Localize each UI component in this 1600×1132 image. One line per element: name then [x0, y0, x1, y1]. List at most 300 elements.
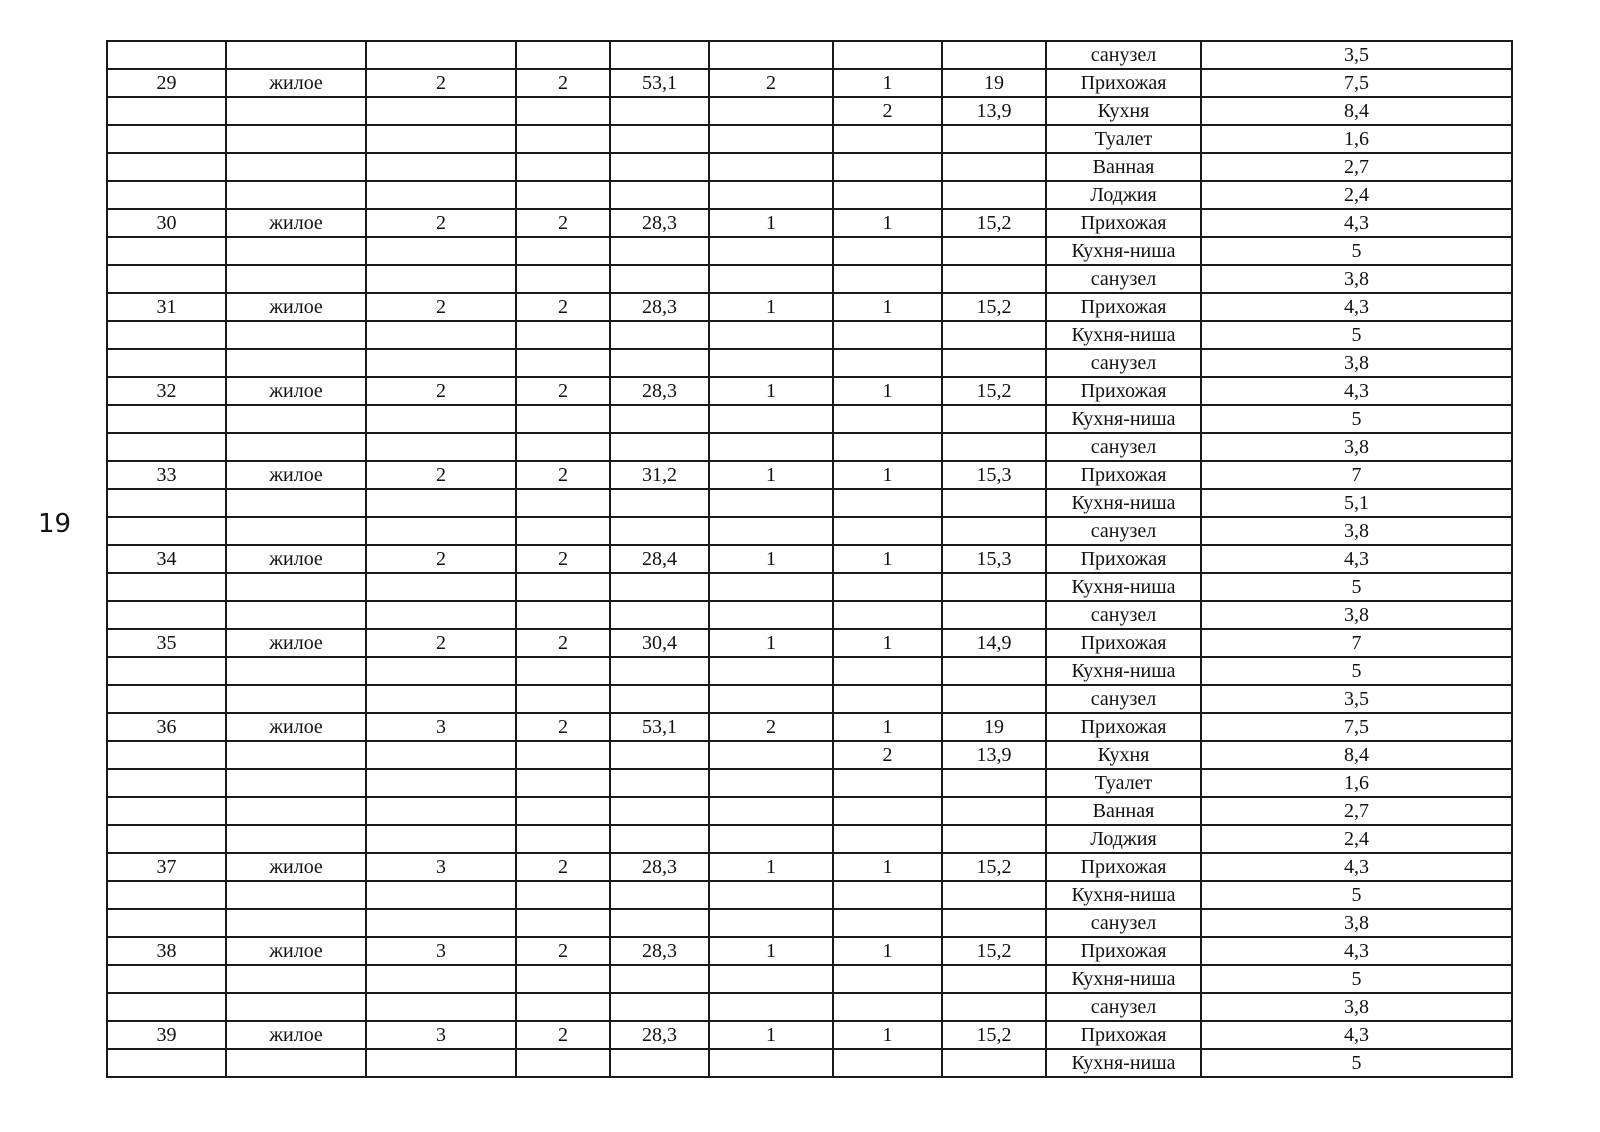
- cell-room-area: [942, 265, 1046, 293]
- cell-total-area: 53,1: [610, 69, 709, 97]
- cell-total-area: [610, 741, 709, 769]
- cell-rooms-count: [709, 1049, 833, 1077]
- cell-total-area: [610, 797, 709, 825]
- cell-number: [107, 405, 226, 433]
- cell-entrance: [516, 181, 610, 209]
- cell-rooms-count: 1: [709, 937, 833, 965]
- cell-floor: [366, 517, 516, 545]
- page-number: 19: [38, 509, 72, 539]
- cell-auxiliary-room: Прихожая: [1046, 629, 1201, 657]
- cell-entrance: [516, 1049, 610, 1077]
- cell-entrance: [516, 909, 610, 937]
- cell-auxiliary-area: 3,8: [1201, 265, 1512, 293]
- cell-room-area: 15,2: [942, 937, 1046, 965]
- cell-floor: 2: [366, 377, 516, 405]
- cell-number: [107, 181, 226, 209]
- cell-room-number: [833, 237, 942, 265]
- cell-floor: 3: [366, 853, 516, 881]
- cell-room-area: 19: [942, 713, 1046, 741]
- cell-number: 37: [107, 853, 226, 881]
- cell-purpose: жилое: [226, 629, 366, 657]
- cell-auxiliary-room: Лоджия: [1046, 825, 1201, 853]
- cell-room-area: [942, 405, 1046, 433]
- cell-number: 31: [107, 293, 226, 321]
- cell-number: 34: [107, 545, 226, 573]
- table-row: [107, 825, 1512, 853]
- cell-floor: 2: [366, 629, 516, 657]
- table-row: [107, 937, 1512, 965]
- cell-purpose: жилое: [226, 461, 366, 489]
- cell-total-area: [610, 237, 709, 265]
- cell-purpose: [226, 769, 366, 797]
- cell-room-number: [833, 181, 942, 209]
- cell-auxiliary-room: Туалет: [1046, 125, 1201, 153]
- cell-room-area: 15,3: [942, 545, 1046, 573]
- cell-auxiliary-room: Прихожая: [1046, 853, 1201, 881]
- cell-auxiliary-room: санузел: [1046, 349, 1201, 377]
- cell-room-area: [942, 657, 1046, 685]
- cell-floor: [366, 237, 516, 265]
- cell-entrance: [516, 797, 610, 825]
- table-row: [107, 517, 1512, 545]
- cell-rooms-count: [709, 97, 833, 125]
- cell-auxiliary-room: Ванная: [1046, 153, 1201, 181]
- cell-room-area: [942, 489, 1046, 517]
- cell-floor: [366, 657, 516, 685]
- table-row: [107, 321, 1512, 349]
- cell-auxiliary-room: санузел: [1046, 601, 1201, 629]
- table-row: [107, 713, 1512, 741]
- cell-number: [107, 881, 226, 909]
- cell-purpose: [226, 181, 366, 209]
- cell-floor: 3: [366, 937, 516, 965]
- cell-auxiliary-area: 5: [1201, 965, 1512, 993]
- cell-room-area: 13,9: [942, 741, 1046, 769]
- cell-rooms-count: [709, 909, 833, 937]
- cell-total-area: 28,3: [610, 853, 709, 881]
- cell-rooms-count: [709, 125, 833, 153]
- cell-auxiliary-area: 3,8: [1201, 993, 1512, 1021]
- cell-total-area: [610, 965, 709, 993]
- cell-auxiliary-room: Кухня: [1046, 97, 1201, 125]
- cell-auxiliary-area: 1,6: [1201, 125, 1512, 153]
- table-row: [107, 405, 1512, 433]
- cell-entrance: [516, 517, 610, 545]
- cell-purpose: [226, 909, 366, 937]
- cell-room-area: [942, 1049, 1046, 1077]
- cell-room-area: [942, 237, 1046, 265]
- cell-floor: [366, 797, 516, 825]
- cell-room-number: [833, 769, 942, 797]
- cell-floor: 2: [366, 461, 516, 489]
- premises-table: [106, 40, 1513, 1078]
- cell-floor: [366, 181, 516, 209]
- cell-number: [107, 657, 226, 685]
- cell-purpose: [226, 489, 366, 517]
- cell-rooms-count: [709, 321, 833, 349]
- cell-total-area: [610, 97, 709, 125]
- cell-floor: 2: [366, 69, 516, 97]
- cell-number: [107, 685, 226, 713]
- cell-rooms-count: [709, 881, 833, 909]
- cell-room-number: [833, 321, 942, 349]
- cell-floor: 2: [366, 545, 516, 573]
- cell-auxiliary-area: 5: [1201, 573, 1512, 601]
- cell-total-area: [610, 769, 709, 797]
- cell-room-area: 15,3: [942, 461, 1046, 489]
- cell-purpose: жилое: [226, 713, 366, 741]
- cell-total-area: [610, 489, 709, 517]
- cell-total-area: 30,4: [610, 629, 709, 657]
- cell-purpose: [226, 657, 366, 685]
- cell-rooms-count: [709, 237, 833, 265]
- cell-floor: [366, 685, 516, 713]
- cell-floor: [366, 825, 516, 853]
- cell-rooms-count: 1: [709, 1021, 833, 1049]
- cell-room-area: 14,9: [942, 629, 1046, 657]
- cell-auxiliary-room: санузел: [1046, 909, 1201, 937]
- cell-number: [107, 1049, 226, 1077]
- cell-number: [107, 321, 226, 349]
- cell-room-number: [833, 153, 942, 181]
- cell-auxiliary-room: Прихожая: [1046, 209, 1201, 237]
- cell-room-number: [833, 265, 942, 293]
- table-row: [107, 741, 1512, 769]
- cell-auxiliary-room: санузел: [1046, 433, 1201, 461]
- cell-room-number: [833, 965, 942, 993]
- cell-total-area: [610, 265, 709, 293]
- cell-floor: [366, 41, 516, 69]
- cell-entrance: 2: [516, 461, 610, 489]
- cell-room-area: [942, 601, 1046, 629]
- cell-auxiliary-area: 5: [1201, 657, 1512, 685]
- cell-total-area: 28,4: [610, 545, 709, 573]
- cell-rooms-count: [709, 405, 833, 433]
- cell-rooms-count: [709, 517, 833, 545]
- cell-purpose: [226, 405, 366, 433]
- table-row: [107, 853, 1512, 881]
- cell-entrance: 2: [516, 377, 610, 405]
- cell-total-area: [610, 601, 709, 629]
- cell-total-area: 31,2: [610, 461, 709, 489]
- table-row: [107, 433, 1512, 461]
- cell-auxiliary-room: Прихожая: [1046, 545, 1201, 573]
- cell-floor: [366, 321, 516, 349]
- cell-auxiliary-area: 8,4: [1201, 741, 1512, 769]
- cell-rooms-count: [709, 657, 833, 685]
- cell-total-area: [610, 881, 709, 909]
- cell-entrance: [516, 741, 610, 769]
- cell-purpose: [226, 321, 366, 349]
- cell-total-area: [610, 41, 709, 69]
- cell-room-number: [833, 685, 942, 713]
- cell-total-area: [610, 181, 709, 209]
- cell-total-area: [610, 909, 709, 937]
- cell-floor: [366, 265, 516, 293]
- cell-auxiliary-area: 4,3: [1201, 209, 1512, 237]
- cell-auxiliary-room: Кухня-ниша: [1046, 881, 1201, 909]
- cell-auxiliary-area: 3,5: [1201, 41, 1512, 69]
- cell-auxiliary-room: санузел: [1046, 41, 1201, 69]
- cell-purpose: [226, 685, 366, 713]
- cell-purpose: жилое: [226, 377, 366, 405]
- cell-purpose: [226, 237, 366, 265]
- cell-total-area: 28,3: [610, 937, 709, 965]
- cell-auxiliary-area: 5: [1201, 237, 1512, 265]
- cell-auxiliary-area: 3,8: [1201, 601, 1512, 629]
- cell-purpose: [226, 41, 366, 69]
- cell-auxiliary-room: Прихожая: [1046, 461, 1201, 489]
- cell-number: 30: [107, 209, 226, 237]
- cell-rooms-count: 1: [709, 545, 833, 573]
- cell-entrance: 2: [516, 1021, 610, 1049]
- cell-total-area: 28,3: [610, 209, 709, 237]
- cell-purpose: жилое: [226, 293, 366, 321]
- cell-number: 32: [107, 377, 226, 405]
- cell-auxiliary-area: 3,8: [1201, 349, 1512, 377]
- cell-auxiliary-room: Прихожая: [1046, 1021, 1201, 1049]
- cell-room-area: [942, 797, 1046, 825]
- cell-entrance: [516, 237, 610, 265]
- cell-floor: [366, 125, 516, 153]
- cell-entrance: [516, 433, 610, 461]
- cell-entrance: [516, 965, 610, 993]
- cell-rooms-count: [709, 265, 833, 293]
- table-row: [107, 181, 1512, 209]
- table-row: [107, 97, 1512, 125]
- table-row: [107, 209, 1512, 237]
- cell-total-area: 28,3: [610, 1021, 709, 1049]
- table-row: [107, 573, 1512, 601]
- cell-floor: [366, 769, 516, 797]
- cell-auxiliary-area: 3,5: [1201, 685, 1512, 713]
- cell-total-area: 28,3: [610, 293, 709, 321]
- cell-room-number: [833, 405, 942, 433]
- table-row: [107, 629, 1512, 657]
- cell-entrance: [516, 41, 610, 69]
- cell-purpose: [226, 825, 366, 853]
- cell-entrance: [516, 405, 610, 433]
- cell-auxiliary-room: санузел: [1046, 265, 1201, 293]
- cell-entrance: [516, 769, 610, 797]
- cell-rooms-count: 2: [709, 713, 833, 741]
- cell-auxiliary-area: 3,8: [1201, 909, 1512, 937]
- cell-purpose: [226, 349, 366, 377]
- cell-rooms-count: 1: [709, 629, 833, 657]
- cell-number: [107, 965, 226, 993]
- cell-auxiliary-room: Лоджия: [1046, 181, 1201, 209]
- table-body: [107, 41, 1512, 1077]
- cell-room-number: [833, 517, 942, 545]
- cell-floor: [366, 601, 516, 629]
- cell-auxiliary-area: 4,3: [1201, 377, 1512, 405]
- table-row: [107, 965, 1512, 993]
- table-row: [107, 237, 1512, 265]
- table-row: [107, 41, 1512, 69]
- cell-purpose: [226, 125, 366, 153]
- cell-room-area: [942, 573, 1046, 601]
- cell-floor: 2: [366, 209, 516, 237]
- cell-rooms-count: 1: [709, 209, 833, 237]
- table-row: [107, 265, 1512, 293]
- cell-total-area: 28,3: [610, 377, 709, 405]
- cell-total-area: [610, 825, 709, 853]
- cell-number: [107, 349, 226, 377]
- cell-purpose: жилое: [226, 69, 366, 97]
- table-row: [107, 797, 1512, 825]
- table-row: [107, 601, 1512, 629]
- cell-auxiliary-room: Кухня-ниша: [1046, 489, 1201, 517]
- cell-entrance: [516, 685, 610, 713]
- table-row: [107, 909, 1512, 937]
- cell-rooms-count: [709, 433, 833, 461]
- table-row: [107, 377, 1512, 405]
- cell-auxiliary-area: 7: [1201, 629, 1512, 657]
- cell-purpose: жилое: [226, 853, 366, 881]
- cell-room-number: [833, 881, 942, 909]
- cell-room-number: 1: [833, 937, 942, 965]
- cell-purpose: [226, 965, 366, 993]
- cell-entrance: [516, 153, 610, 181]
- cell-auxiliary-area: 2,7: [1201, 797, 1512, 825]
- cell-rooms-count: [709, 601, 833, 629]
- cell-floor: [366, 993, 516, 1021]
- cell-auxiliary-area: 4,3: [1201, 293, 1512, 321]
- cell-number: 38: [107, 937, 226, 965]
- cell-purpose: [226, 881, 366, 909]
- cell-number: [107, 517, 226, 545]
- cell-entrance: [516, 573, 610, 601]
- cell-room-number: 1: [833, 209, 942, 237]
- table-row: [107, 769, 1512, 797]
- cell-room-number: [833, 573, 942, 601]
- cell-purpose: жилое: [226, 545, 366, 573]
- cell-auxiliary-room: Кухня-ниша: [1046, 657, 1201, 685]
- cell-room-number: 2: [833, 97, 942, 125]
- cell-room-number: [833, 1049, 942, 1077]
- cell-floor: [366, 909, 516, 937]
- cell-floor: 2: [366, 293, 516, 321]
- cell-rooms-count: [709, 41, 833, 69]
- cell-floor: [366, 97, 516, 125]
- cell-auxiliary-area: 2,4: [1201, 825, 1512, 853]
- cell-rooms-count: [709, 769, 833, 797]
- cell-room-area: [942, 153, 1046, 181]
- cell-room-area: [942, 881, 1046, 909]
- cell-room-area: 15,2: [942, 209, 1046, 237]
- cell-auxiliary-room: Кухня-ниша: [1046, 573, 1201, 601]
- cell-entrance: 2: [516, 937, 610, 965]
- cell-entrance: [516, 349, 610, 377]
- cell-auxiliary-area: 5: [1201, 881, 1512, 909]
- cell-room-area: [942, 965, 1046, 993]
- cell-auxiliary-area: 4,3: [1201, 853, 1512, 881]
- cell-entrance: 2: [516, 853, 610, 881]
- cell-auxiliary-room: Ванная: [1046, 797, 1201, 825]
- cell-room-number: 1: [833, 1021, 942, 1049]
- cell-rooms-count: [709, 489, 833, 517]
- cell-auxiliary-area: 2,7: [1201, 153, 1512, 181]
- cell-auxiliary-room: Кухня-ниша: [1046, 237, 1201, 265]
- cell-room-area: [942, 993, 1046, 1021]
- cell-purpose: [226, 433, 366, 461]
- cell-entrance: [516, 993, 610, 1021]
- cell-auxiliary-room: Кухня-ниша: [1046, 405, 1201, 433]
- cell-room-number: [833, 489, 942, 517]
- cell-room-area: [942, 321, 1046, 349]
- cell-entrance: [516, 489, 610, 517]
- cell-floor: [366, 881, 516, 909]
- cell-total-area: [610, 433, 709, 461]
- cell-room-area: [942, 433, 1046, 461]
- cell-number: [107, 741, 226, 769]
- cell-room-area: [942, 517, 1046, 545]
- cell-number: [107, 489, 226, 517]
- cell-total-area: [610, 405, 709, 433]
- cell-rooms-count: [709, 741, 833, 769]
- cell-room-area: [942, 349, 1046, 377]
- cell-auxiliary-area: 3,8: [1201, 517, 1512, 545]
- cell-purpose: [226, 517, 366, 545]
- cell-rooms-count: 1: [709, 293, 833, 321]
- cell-total-area: [610, 993, 709, 1021]
- cell-room-number: 1: [833, 377, 942, 405]
- cell-auxiliary-area: 5,1: [1201, 489, 1512, 517]
- cell-room-number: 1: [833, 629, 942, 657]
- cell-floor: 3: [366, 713, 516, 741]
- cell-room-area: [942, 769, 1046, 797]
- cell-auxiliary-room: Прихожая: [1046, 937, 1201, 965]
- cell-auxiliary-area: 4,3: [1201, 1021, 1512, 1049]
- cell-auxiliary-room: Прихожая: [1046, 713, 1201, 741]
- cell-floor: 3: [366, 1021, 516, 1049]
- cell-number: [107, 125, 226, 153]
- cell-room-area: [942, 685, 1046, 713]
- cell-room-area: 15,2: [942, 853, 1046, 881]
- cell-total-area: [610, 657, 709, 685]
- table-row: [107, 881, 1512, 909]
- cell-entrance: 2: [516, 293, 610, 321]
- cell-room-number: [833, 433, 942, 461]
- cell-entrance: 2: [516, 713, 610, 741]
- cell-auxiliary-area: 4,3: [1201, 937, 1512, 965]
- cell-room-number: 1: [833, 713, 942, 741]
- cell-floor: [366, 1049, 516, 1077]
- cell-purpose: [226, 797, 366, 825]
- cell-number: [107, 153, 226, 181]
- cell-number: [107, 601, 226, 629]
- cell-room-number: [833, 825, 942, 853]
- cell-room-area: [942, 41, 1046, 69]
- cell-auxiliary-area: 5: [1201, 321, 1512, 349]
- cell-purpose: [226, 993, 366, 1021]
- cell-purpose: [226, 97, 366, 125]
- cell-auxiliary-room: Кухня-ниша: [1046, 965, 1201, 993]
- cell-auxiliary-room: Прихожая: [1046, 377, 1201, 405]
- cell-purpose: [226, 265, 366, 293]
- cell-room-area: [942, 825, 1046, 853]
- cell-rooms-count: 1: [709, 461, 833, 489]
- cell-room-area: 13,9: [942, 97, 1046, 125]
- cell-auxiliary-area: 7,5: [1201, 713, 1512, 741]
- cell-auxiliary-area: 2,4: [1201, 181, 1512, 209]
- table-row: [107, 349, 1512, 377]
- cell-entrance: [516, 601, 610, 629]
- cell-entrance: [516, 657, 610, 685]
- cell-purpose: жилое: [226, 1021, 366, 1049]
- cell-rooms-count: [709, 685, 833, 713]
- cell-room-number: [833, 601, 942, 629]
